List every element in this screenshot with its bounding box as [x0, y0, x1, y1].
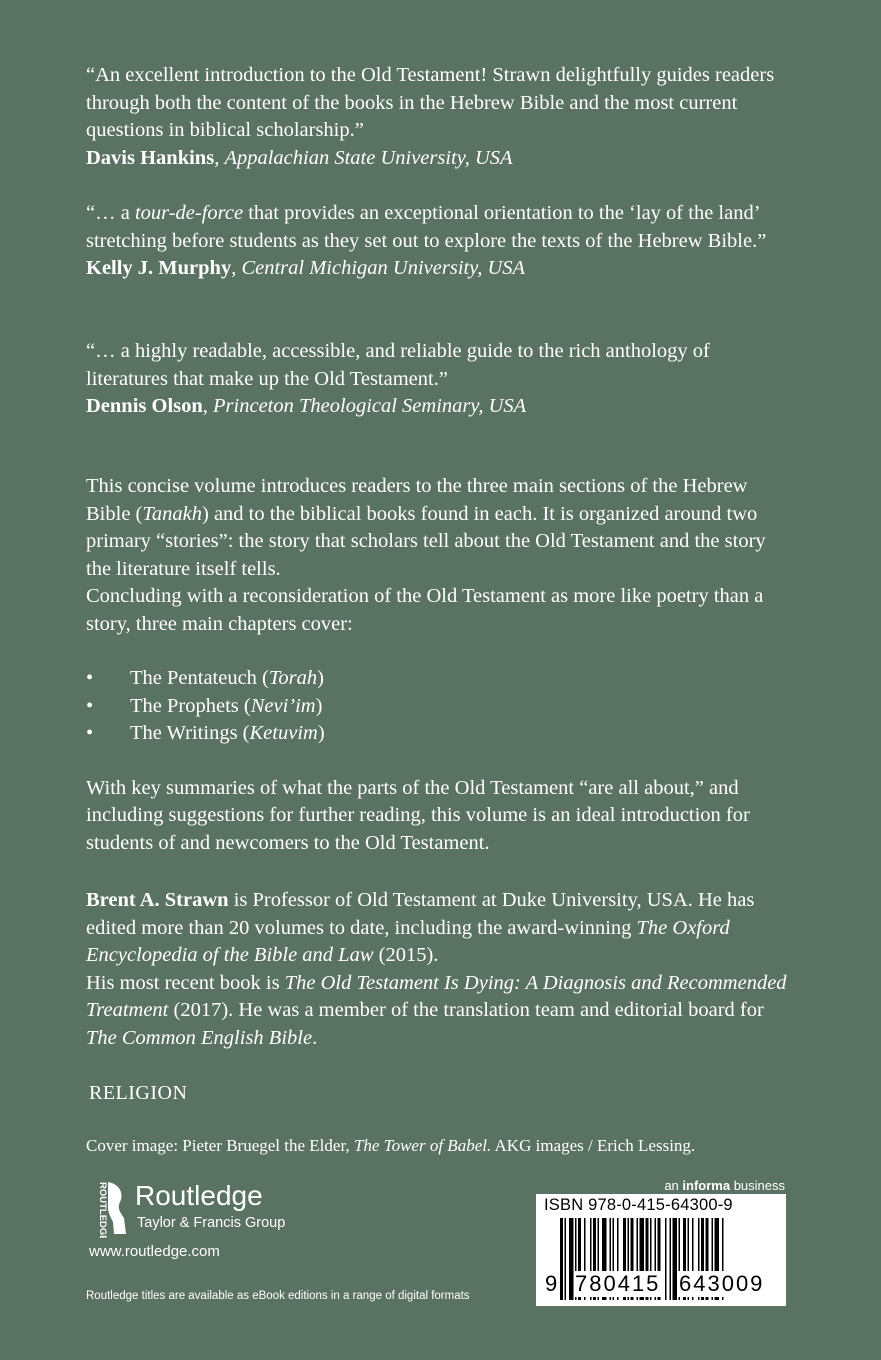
author-name: Brent A. Strawn — [86, 889, 229, 911]
ebook-note: Routledge titles are available as eBook editions in a range of digital formats — [86, 1290, 470, 1302]
description-paragraph-3: With key summaries of what the parts of the Old Testament “are all about,” and including suggestions for further reading, this volume is an ideal introduction for students of and newcomers to the Old Testament. — [86, 776, 750, 854]
book-description — [86, 473, 791, 857]
logo-vertical-text: ROUTLEDGE — [97, 1182, 108, 1238]
endorsement-1 — [86, 62, 791, 172]
quote-author: Kelly J. Murphy — [86, 257, 232, 279]
publisher-url[interactable]: www.routledge.com — [89, 1243, 220, 1260]
quote-affiliation: Princeton Theological Seminary, USA — [213, 395, 527, 417]
quote-author: Dennis Olson — [86, 395, 203, 417]
publisher-name: Routledge — [135, 1180, 263, 1211]
quote-text: “… a tour-de-force that provides an exceptional orientation to the ‘lay of the land’ stretching before students as they set out to explore the texts of the Hebrew Bible.” — [86, 202, 767, 252]
quote-affiliation: Central Michigan University, USA — [241, 257, 526, 279]
description-paragraph-2: Concluding with a reconsideration of the Old Testament as more like poetry than a story, three main chapters cover: — [86, 585, 764, 635]
description-paragraph-1: This concise volume introduces readers to the three main sections of the Hebrew Bible (Tanakh) and to the biblical books found in each. It is organized around two primary “stories”: the story that scholars tell about the Old Testament and the story the literature itself tells. — [86, 475, 766, 580]
barcode-digits-left: 780415 — [575, 1271, 661, 1296]
quote-text: “An excellent introduction to the Old Testament! Strawn delightfully guides readers through both the content of the books in the Hebrew Bible and the most current questions in biblical scholarship.” — [86, 64, 775, 141]
author-bio: Brent A. Strawn is Professor of Old Testament at Duke University, USA. He has edited more than 20 volumes to date, including the award-winning The Oxford Encyclopedia of the Bible and Law (2015). His most recent book is The Old Testament Is Dying: A Diagnosis and Recommended Treatment (2017). He was a member of the translation team and editorial board for The Common English Bible. — [86, 889, 787, 1049]
quote-affiliation: Appalachian State University, USA — [224, 146, 513, 169]
barcode-digit-lead: 9 — [545, 1271, 558, 1296]
chapter-list — [86, 665, 791, 748]
publisher-group: Taylor & Francis Group — [137, 1215, 286, 1231]
routledge-logo — [86, 1178, 296, 1243]
informa-tagline: an informa business — [664, 1178, 785, 1193]
quote-attribution: Davis Hankins, Appalachian State University, USA — [86, 146, 513, 169]
quote-attribution: Kelly J. Murphy, Central Michigan University, USA — [86, 257, 526, 279]
endorsement-2 — [86, 200, 791, 283]
cover-credit: Cover image: Pieter Bruegel the Elder, The Tower of Babel. AKG images / Erich Lessing. — [86, 1136, 696, 1155]
quote-text: “… a highly readable, accessible, and reliable guide to the rich anthology of literatures that make up the Old Testament.” — [86, 340, 710, 390]
list-item: • The Prophets (Nevi’im) — [86, 694, 323, 717]
list-item: • The Pentateuch (Torah) — [86, 667, 324, 689]
isbn-barcode — [536, 1194, 786, 1306]
quote-author: Davis Hankins — [86, 146, 215, 169]
barcode-digits — [536, 1271, 786, 1301]
barcode-digits-right: 643009 — [679, 1271, 765, 1296]
endorsement-3 — [86, 338, 791, 421]
isbn-label: ISBN 978-0-415-64300-9 — [544, 1196, 733, 1214]
list-item: • The Writings (Ketuvim) — [86, 722, 325, 744]
quote-attribution: Dennis Olson, Princeton Theological Seminary, USA — [86, 395, 527, 417]
subject-category: RELIGION — [89, 1082, 188, 1104]
